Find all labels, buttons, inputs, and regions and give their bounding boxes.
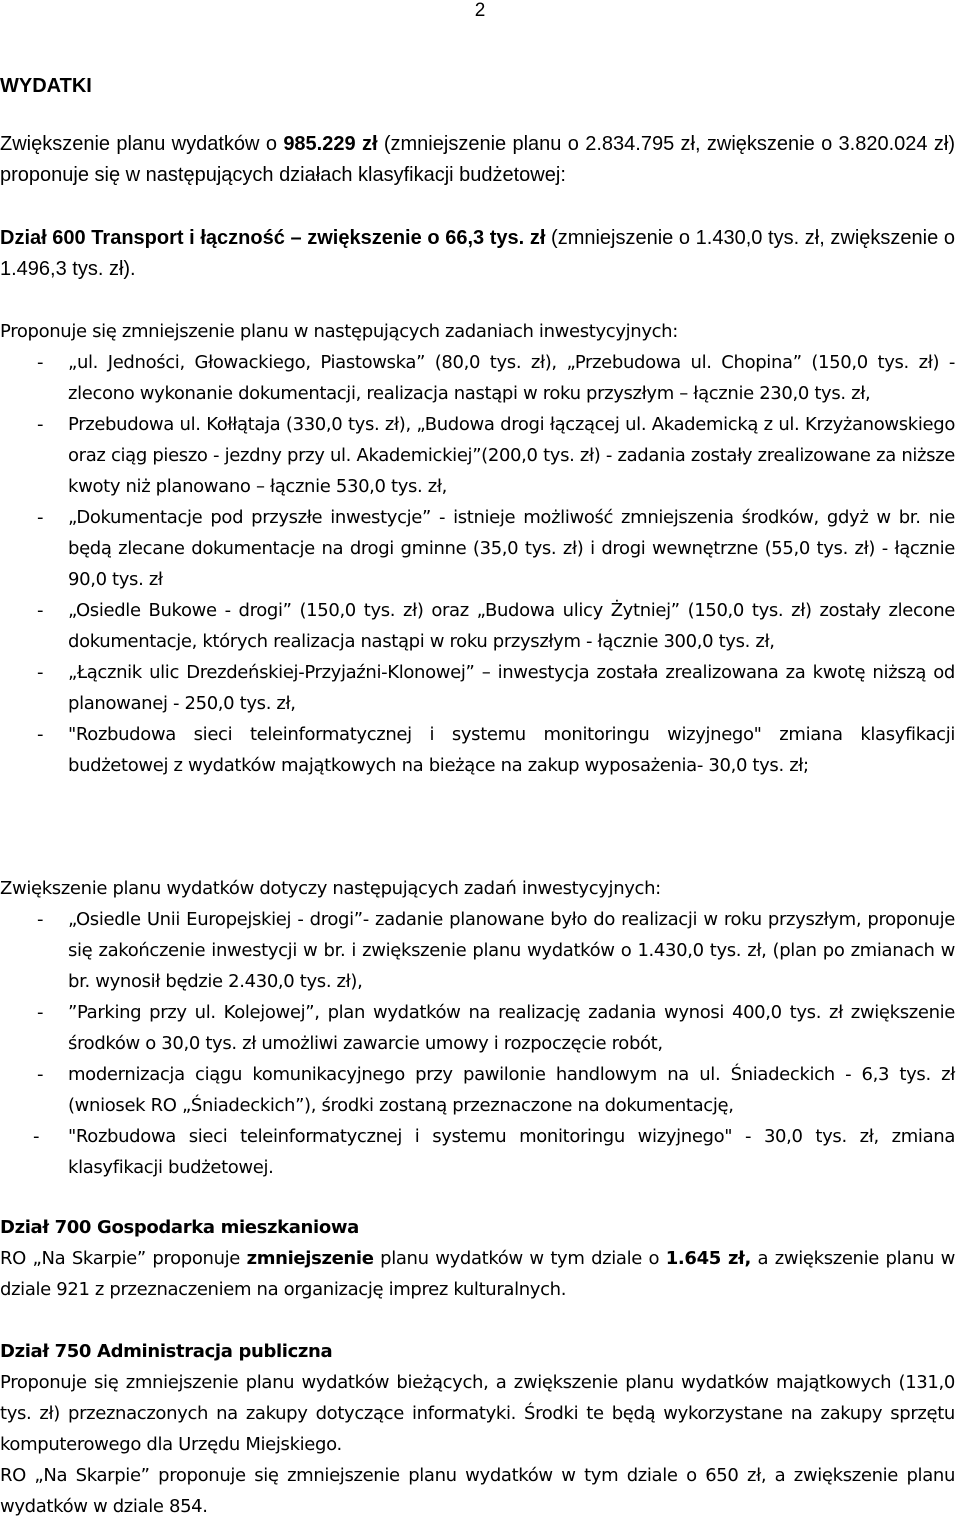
list-item: - „ul. Jedności, Głowackiego, Piastowska” (80,0 tys. zł), „Przebudowa ul. Chopina” (150,0 tys. zł) - zlecono wykonanie dokumentacji, realizacja nastąpi w roku przyszłym – łącznie 230,0 tys. zł, xyxy=(37,352,955,404)
reductions-list xyxy=(0,347,955,781)
list-item: - „Łącznik ulic Drezdeńskiej-Przyjaźni-Klonowej” – inwestycja została zrealizowana za kwotę niższą od planowanej - 250,0 tys. zł, xyxy=(37,662,955,714)
dzial-700-amount: 1.645 zł, xyxy=(665,1248,751,1269)
list-item: - „Dokumentacje pod przyszłe inwestycje” - istnieje możliwość zmniejszenia środków, gdyż w br. nie będą zlecane dokumentacje na drogi gminne (35,0 tys. zł) i drogi wewnętrzne (55,0 tys. zł) - łącznie 90,0 tys. zł xyxy=(37,507,955,590)
dzial-600-paragraph xyxy=(0,223,955,285)
section-heading: WYDATKI xyxy=(0,75,92,97)
page-number: 2 xyxy=(474,0,486,21)
dzial-750-title: Dział 750 Administracja publiczna xyxy=(0,1341,333,1362)
dzial-750-paragraph-2: RO „Na Skarpie” proponuje się zmniejszenie planu wydatków w tym dziale o 650 zł, a zwiększenie planu wydatków w dziale 854. xyxy=(0,1465,955,1517)
list-item: - „Osiedle Bukowe - drogi” (150,0 tys. zł) oraz „Budowa ulicy Żytniej” (150,0 tys. zł) zostały zlecone dokumentacje, których realizacja nastąpi w roku przyszłym - łącznie 300,0 tys. zł, xyxy=(37,600,955,652)
dzial-700-title: Dział 700 Gospodarka mieszkaniowa xyxy=(0,1217,359,1238)
increases-list xyxy=(0,904,955,1183)
dzial-700-paragraph: RO „Na Skarpie” proponuje zmniejszenie planu wydatków w tym dziale o 1.645 zł, a zwiększenie planu w dziale 921 z przeznaczeniem na organizację imprez kulturalnych. xyxy=(0,1248,955,1300)
list-item: - „Osiedle Unii Europejskiej - drogi”- zadanie planowane było do realizacji w roku przyszłym, proponuje się zakończenie inwestycji w br. i zwiększenie planu wydatków o 1.430,0 tys. zł, (plan po zmianach w br. wynosił będzie 2.430,0 tys. zł), xyxy=(37,909,955,992)
dzial-750-paragraph-1: Proponuje się zmniejszenie planu wydatków bieżących, a zwiększenie planu wydatków majątkowych (131,0 tys. zł) przeznaczonych na zakupy dotyczące informatyki. Środki te będą wykorzystane na zakupy sprzętu komputerowego dla Urzędu Miejskiego. xyxy=(0,1372,955,1455)
intro-amount: 985.229 zł xyxy=(283,133,378,155)
increases-lead: Zwiększenie planu wydatków dotyczy następujących zadań inwestycyjnych: xyxy=(0,878,661,899)
dzial-600-details: (zmniejszenie o 1.430,0 tys. zł, zwiększenie o 1.496,3 tys. zł). xyxy=(0,227,955,280)
dzial-600-title: Dział 600 Transport i łączność – zwiększenie o 66,3 tys. zł xyxy=(0,227,546,249)
intro-paragraph xyxy=(0,129,955,191)
intro-text-1: Zwiększenie planu wydatków o xyxy=(0,133,284,155)
list-item: - "Rozbudowa sieci teleinformatycznej i systemu monitoringu wizyjnego" - 30,0 tys. zł, zmiana klasyfikacji budżetowej. xyxy=(33,1126,955,1178)
list-item: - Przebudowa ul. Kołłątaja (330,0 tys. zł), „Budowa drogi łączącej ul. Akademicką z ul. Krzyżanowskiego oraz ciąg pieszo - jezdny przy ul. Akademickiej”(200,0 tys. zł) - zadania zostały zrealizowane za niższe kwoty niż planowano – łącznie 530,0 tys. zł, xyxy=(37,414,955,497)
list-item: - ”Parking przy ul. Kolejowej”, plan wydatków na realizację zadania wynosi 400,0 tys. zł zwiększenie środków o 30,0 tys. zł umożliwi zawarcie umowy i rozpoczęcie robót, xyxy=(37,1002,955,1054)
reductions-lead: Proponuje się zmniejszenie planu w następujących zadaniach inwestycyjnych: xyxy=(0,321,678,342)
list-item: - "Rozbudowa sieci teleinformatycznej i systemu monitoringu wizyjnego" zmiana klasyfikacji budżetowej z wydatków majątkowych na bieżące na zakup wyposażenia- 30,0 tys. zł; xyxy=(37,724,955,776)
intro-text-2: (zmniejszenie planu o 2.834.795 zł, zwiększenie o 3.820.024 zł) proponuje się w następujących działach klasyfikacji budżetowej: xyxy=(0,133,955,186)
dzial-700-keyword: zmniejszenie xyxy=(246,1248,374,1269)
list-item: - modernizacja ciągu komunikacyjnego przy pawilonie handlowym na ul. Śniadeckich - 6,3 tys. zł (wniosek RO „Śniadeckich”), środki zostaną przeznaczone na dokumentację, xyxy=(37,1064,955,1116)
